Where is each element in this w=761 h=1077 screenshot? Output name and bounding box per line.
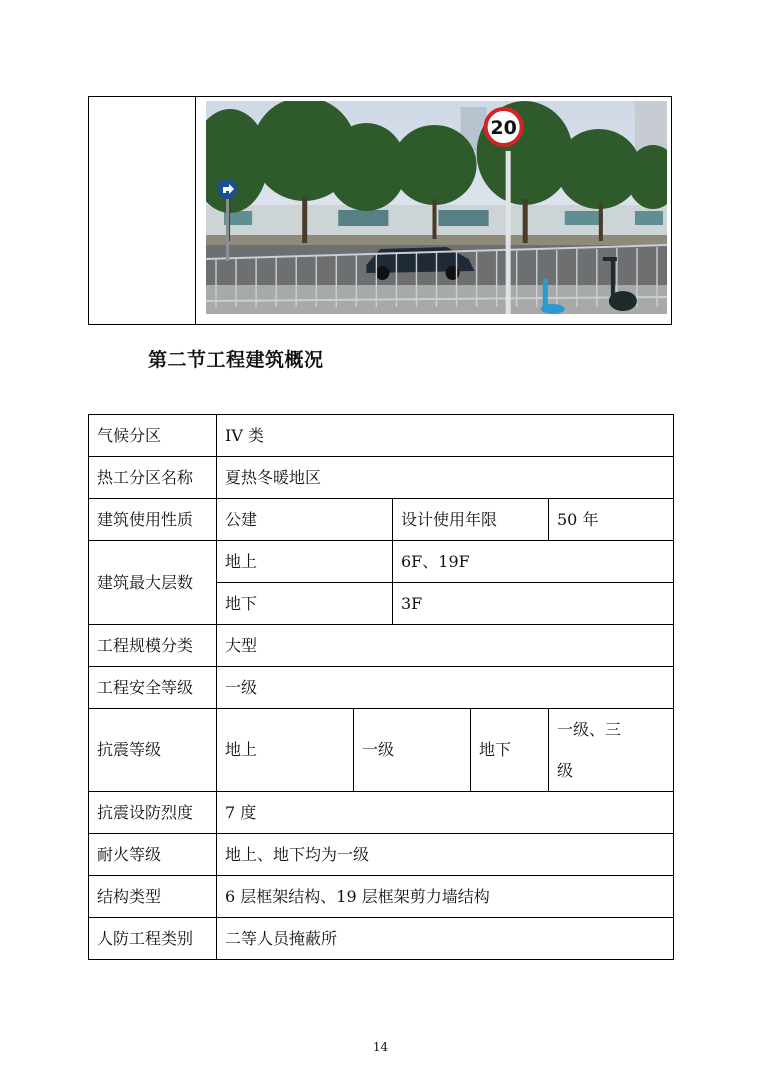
hoarding-panel (439, 210, 489, 226)
table-row (89, 709, 674, 792)
hoarding-panel (565, 211, 603, 225)
seismic-label: 抗震等级 (89, 709, 217, 792)
design-life-value: 50 年 (549, 499, 674, 541)
photo-table (88, 96, 672, 325)
usage-value: 公建 (217, 499, 393, 541)
fire-value: 地上、地下均为一级 (217, 834, 674, 876)
thermal-label: 热工分区名称 (89, 457, 217, 499)
table-row (89, 834, 674, 876)
seismic-below-label: 地下 (471, 709, 549, 792)
tree-trunk (302, 197, 307, 243)
civil-defense-label: 人防工程类别 (89, 918, 217, 960)
floors-above-label: 地上 (217, 541, 393, 583)
photo-cell (196, 97, 671, 324)
usage-label: 建筑使用性质 (89, 499, 217, 541)
design-life-label: 设计使用年限 (393, 499, 549, 541)
table-row (89, 876, 674, 918)
table-row (89, 499, 674, 541)
seismic-below-value-line2: 级 (557, 761, 574, 780)
floors-below-value: 3F (393, 583, 674, 625)
table-row (89, 918, 674, 960)
building-right (635, 101, 667, 151)
floors-label: 建筑最大层数 (89, 541, 217, 625)
table-row (89, 625, 674, 667)
civil-defense-value: 二等人员掩蔽所 (217, 918, 674, 960)
site-photo (206, 101, 667, 314)
table-row (89, 541, 674, 583)
seismic-above-label: 地上 (217, 709, 354, 792)
tree-canopy (392, 125, 476, 205)
fire-label: 耐火等级 (89, 834, 217, 876)
tree-trunk (432, 199, 436, 239)
safety-label: 工程安全等级 (89, 667, 217, 709)
tree-trunk (599, 203, 603, 241)
hoarding-panel (338, 210, 388, 226)
tree-trunk (523, 199, 528, 243)
climate-value: IV 类 (217, 415, 674, 457)
thermal-value: 夏热冬暖地区 (217, 457, 674, 499)
building-info-table (88, 414, 674, 960)
speed-limit-value: 20 (490, 117, 517, 139)
table-row (89, 667, 674, 709)
climate-label: 气候分区 (89, 415, 217, 457)
floors-above-value: 6F、19F (393, 541, 674, 583)
structure-value: 6 层框架结构、19 层框架剪力墙结构 (217, 876, 674, 918)
scale-value: 大型 (217, 625, 674, 667)
scale-label: 工程规模分类 (89, 625, 217, 667)
seismic-below-value-line1: 一级、三 (557, 720, 622, 739)
photo-table-empty-cell (89, 97, 196, 324)
section-title: 第二节工程建筑概况 (148, 349, 324, 371)
intensity-label: 抗震设防烈度 (89, 792, 217, 834)
table-row (89, 415, 674, 457)
seismic-above-value: 一级 (354, 709, 471, 792)
page-number: 14 (372, 1040, 389, 1054)
structure-label: 结构类型 (89, 876, 217, 918)
intensity-value: 7 度 (217, 792, 674, 834)
safety-value: 一级 (217, 667, 674, 709)
hoarding-panel (635, 211, 663, 225)
seismic-below-value (549, 709, 674, 792)
floors-below-label: 地下 (217, 583, 393, 625)
table-row (89, 792, 674, 834)
table-row (89, 457, 674, 499)
